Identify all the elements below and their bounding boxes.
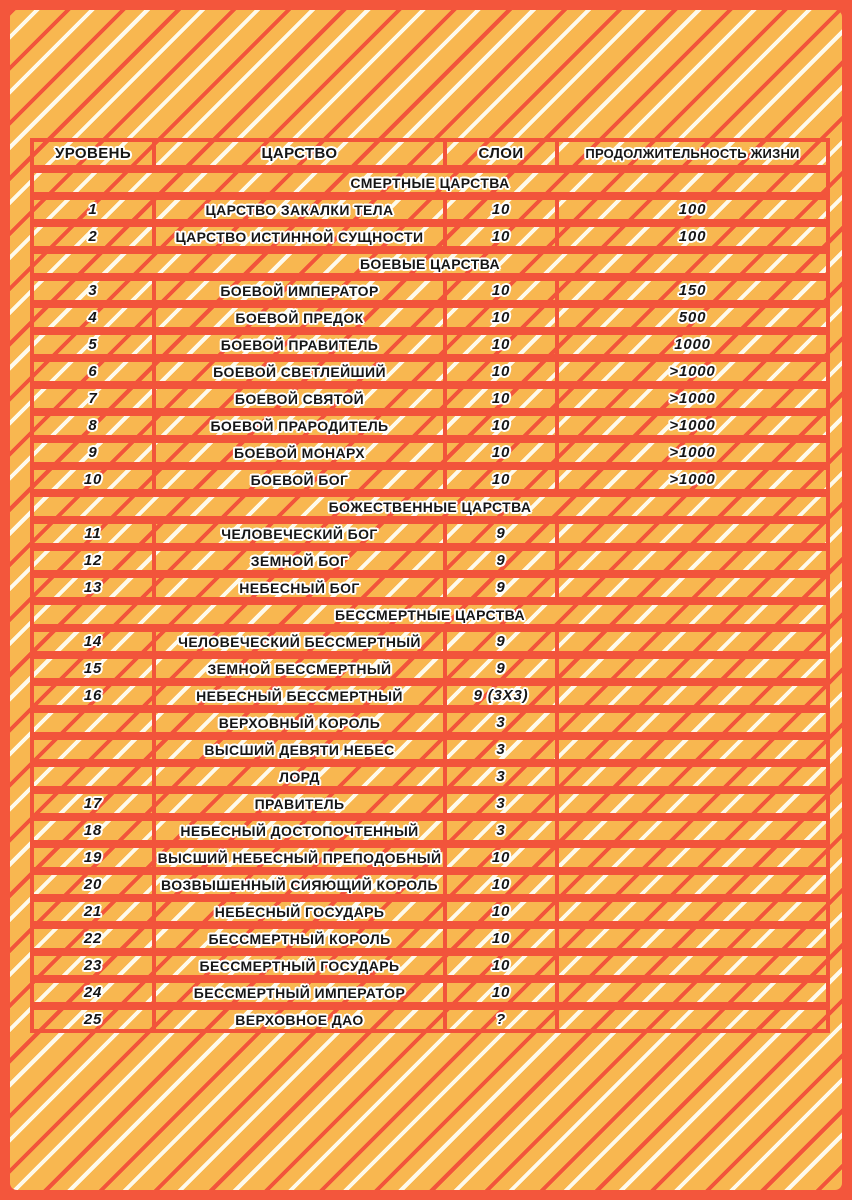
layers-cell (447, 362, 559, 381)
layers-value: 9 (496, 633, 506, 650)
lifespan-cell (559, 335, 826, 354)
level-cell (34, 524, 156, 543)
realm-cell (156, 713, 447, 732)
realm-cell (156, 227, 447, 246)
layers-value: 9 (496, 525, 506, 542)
section-title-cell (34, 173, 826, 192)
realm-name: ЗЕМНОЙ БОГ (250, 552, 349, 569)
layers-value: 10 (491, 336, 511, 353)
table-row (30, 871, 830, 898)
level-value: 20 (83, 876, 103, 893)
realm-name: ВЕРХОВНЫЙ КОРОЛЬ (218, 714, 381, 731)
level-value: 4 (88, 309, 98, 326)
layers-cell (447, 308, 559, 327)
level-cell (34, 632, 156, 651)
realm-cell (156, 767, 447, 786)
table-row (30, 304, 830, 331)
level-cell (34, 281, 156, 300)
level-cell (34, 227, 156, 246)
level-value: 18 (83, 822, 103, 839)
level-value: 13 (83, 579, 103, 596)
layers-value: 10 (491, 984, 511, 1001)
lifespan-cell (559, 713, 826, 732)
level-value: 24 (83, 984, 103, 1001)
layers-cell (447, 227, 559, 246)
section-row (30, 601, 830, 628)
lifespan-value: 100 (678, 228, 707, 245)
lifespan-cell (559, 470, 826, 489)
realm-cell (156, 1010, 447, 1029)
level-value: 17 (83, 795, 103, 812)
realm-name: БОЕВОЙ ПРАВИТЕЛЬ (220, 336, 379, 353)
layers-value: 10 (491, 363, 511, 380)
level-cell (34, 551, 156, 570)
level-value: 7 (88, 390, 98, 407)
layers-value: 10 (491, 849, 511, 866)
layers-value: 10 (491, 201, 511, 218)
header-cell-realm (156, 142, 447, 165)
level-value: 1 (88, 201, 98, 218)
lifespan-cell (559, 389, 826, 408)
level-cell (34, 416, 156, 435)
lifespan-cell (559, 740, 826, 759)
layers-value: 10 (491, 471, 511, 488)
realm-name: БОЕВОЙ СВЯТОЙ (234, 390, 365, 407)
layers-value: 10 (491, 309, 511, 326)
realm-name: ПРАВИТЕЛЬ (254, 795, 345, 812)
table-row (30, 196, 830, 223)
table-row (30, 628, 830, 655)
level-value: 14 (83, 633, 103, 650)
level-value: 9 (88, 444, 98, 461)
section-title: БЕССМЕРТНЫЕ ЦАРСТВА (335, 606, 525, 623)
layers-cell (447, 632, 559, 651)
table-row (30, 790, 830, 817)
level-value: 3 (88, 282, 98, 299)
layers-value: 10 (491, 903, 511, 920)
lifespan-cell (559, 983, 826, 1002)
layers-value: 3 (496, 822, 506, 839)
level-cell (34, 821, 156, 840)
realm-name: БОЕВОЙ ПРАРОДИТЕЛЬ (210, 417, 389, 434)
lifespan-value: >1000 (669, 444, 716, 461)
lifespan-cell (559, 200, 826, 219)
layers-value: 10 (491, 876, 511, 893)
lifespan-cell (559, 281, 826, 300)
section-title: БОЖЕСТВЕННЫЕ ЦАРСТВА (328, 498, 532, 515)
realm-name: ЛОРД (279, 768, 320, 785)
level-cell (34, 956, 156, 975)
layers-value: 9 (496, 552, 506, 569)
lifespan-cell (559, 578, 826, 597)
table-row (30, 709, 830, 736)
table-row (30, 952, 830, 979)
section-row (30, 169, 830, 196)
layers-cell (447, 740, 559, 759)
layers-cell (447, 713, 559, 732)
lifespan-value: 150 (678, 282, 707, 299)
level-value: 12 (83, 552, 103, 569)
lifespan-cell (559, 767, 826, 786)
level-cell (34, 470, 156, 489)
layers-value: 9 (3X3) (473, 687, 529, 704)
level-value: 11 (84, 525, 102, 542)
realm-cell (156, 578, 447, 597)
layers-cell (447, 281, 559, 300)
realm-cell (156, 686, 447, 705)
lifespan-cell (559, 1010, 826, 1029)
realm-name: ВЕРХОВНОЕ ДАО (235, 1011, 364, 1028)
level-cell (34, 902, 156, 921)
level-cell (34, 929, 156, 948)
table-row (30, 736, 830, 763)
level-cell (34, 794, 156, 813)
realm-name: БОЕВОЙ СВЕТЛЕЙШИЙ (213, 363, 386, 380)
realm-name: БОЕВОЙ ПРЕДОК (235, 309, 364, 326)
table-row (30, 817, 830, 844)
table-row (30, 223, 830, 250)
layers-value: 9 (496, 579, 506, 596)
striped-background (10, 10, 842, 1190)
lifespan-cell (559, 875, 826, 894)
table-row (30, 439, 830, 466)
lifespan-cell (559, 956, 826, 975)
lifespan-cell (559, 929, 826, 948)
lifespan-cell (559, 362, 826, 381)
level-value: 15 (83, 660, 103, 677)
layers-value: 3 (496, 714, 506, 731)
level-cell (34, 767, 156, 786)
table-row (30, 412, 830, 439)
table-row (30, 385, 830, 412)
level-cell (34, 686, 156, 705)
realm-name: ЦАРСТВО ИСТИННОЙ СУЩНОСТИ (175, 228, 424, 245)
realm-cell (156, 956, 447, 975)
lifespan-cell (559, 659, 826, 678)
realm-cell (156, 551, 447, 570)
level-value: 23 (83, 957, 103, 974)
level-value: 8 (88, 417, 98, 434)
layers-value: 10 (491, 417, 511, 434)
layers-cell (447, 875, 559, 894)
header-label-realm: ЦАРСТВО (261, 145, 338, 162)
level-cell (34, 362, 156, 381)
realm-name: БЕССМЕРТНЫЙ КОРОЛЬ (208, 930, 391, 947)
level-cell (34, 335, 156, 354)
layers-cell (447, 1010, 559, 1029)
realm-cell (156, 902, 447, 921)
table-row (30, 520, 830, 547)
realm-name: БОЕВОЙ БОГ (250, 471, 349, 488)
layers-value: 10 (491, 228, 511, 245)
table-row (30, 925, 830, 952)
layers-cell (447, 416, 559, 435)
level-cell (34, 1010, 156, 1029)
lifespan-cell (559, 308, 826, 327)
level-value: 10 (83, 471, 103, 488)
level-value: 5 (88, 336, 98, 353)
realm-cell (156, 632, 447, 651)
realm-name: НЕБЕСНЫЙ БЕССМЕРТНЫЙ (196, 687, 403, 704)
level-cell (34, 713, 156, 732)
header-cell-level (34, 142, 156, 165)
lifespan-value: >1000 (669, 471, 716, 488)
section-row (30, 493, 830, 520)
table-row (30, 547, 830, 574)
layers-cell (447, 389, 559, 408)
level-value: 21 (83, 903, 103, 920)
lifespan-cell (559, 632, 826, 651)
layers-cell (447, 848, 559, 867)
table-row (30, 844, 830, 871)
header-label-level: УРОВЕНЬ (54, 145, 132, 162)
layers-cell (447, 686, 559, 705)
layers-cell (447, 767, 559, 786)
lifespan-cell (559, 227, 826, 246)
realm-cell (156, 740, 447, 759)
realm-name: ЧЕЛОВЕЧЕСКИЙ БЕССМЕРТНЫЙ (178, 633, 421, 650)
lifespan-cell (559, 794, 826, 813)
layers-cell (447, 551, 559, 570)
realm-cell (156, 524, 447, 543)
table-row (30, 682, 830, 709)
layers-cell (447, 929, 559, 948)
realm-name: ВЫСШИЙ НЕБЕСНЫЙ ПРЕПОДОБНЫЙ (157, 849, 442, 866)
lifespan-value: >1000 (669, 363, 716, 380)
level-value: 25 (83, 1011, 103, 1028)
level-cell (34, 389, 156, 408)
table-row (30, 979, 830, 1006)
lifespan-value: >1000 (669, 390, 716, 407)
realm-cell (156, 929, 447, 948)
layers-cell (447, 335, 559, 354)
level-cell (34, 983, 156, 1002)
lifespan-cell (559, 821, 826, 840)
table-row (30, 1006, 830, 1033)
section-title-cell (34, 254, 826, 273)
realm-name: НЕБЕСНЫЙ БОГ (239, 579, 360, 596)
layers-cell (447, 794, 559, 813)
layers-value: 10 (491, 444, 511, 461)
cultivation-table (30, 138, 830, 1033)
layers-value: 10 (491, 930, 511, 947)
realm-cell (156, 794, 447, 813)
level-value: 19 (83, 849, 103, 866)
level-cell (34, 578, 156, 597)
level-value: 6 (88, 363, 98, 380)
layers-value: 10 (491, 390, 511, 407)
section-title-cell (34, 605, 826, 624)
level-value: 22 (83, 930, 103, 947)
layers-cell (447, 200, 559, 219)
table-row (30, 574, 830, 601)
table-row (30, 898, 830, 925)
realm-name: ЦАРСТВО ЗАКАЛКИ ТЕЛА (205, 201, 394, 218)
level-cell (34, 443, 156, 462)
realm-name: БЕССМЕРТНЫЙ ИМПЕРАТОР (193, 984, 406, 1001)
lifespan-cell (559, 524, 826, 543)
lifespan-value: 100 (678, 201, 707, 218)
lifespan-value: 1000 (674, 336, 711, 353)
layers-value: ? (496, 1011, 506, 1028)
table-row (30, 358, 830, 385)
realm-name: ВЫСШИЙ ДЕВЯТИ НЕБЕС (204, 741, 395, 758)
realm-name: НЕБЕСНЫЙ ДОСТОПОЧТЕННЫЙ (180, 822, 419, 839)
lifespan-cell (559, 902, 826, 921)
lifespan-cell (559, 686, 826, 705)
table-header-row (30, 138, 830, 169)
layers-cell (447, 902, 559, 921)
realm-cell (156, 821, 447, 840)
realm-cell (156, 848, 447, 867)
realm-cell (156, 470, 447, 489)
header-label-lifespan: ПРОДОЛЖИТЕЛЬНОСТЬ ЖИЗНИ (585, 146, 800, 161)
layers-cell (447, 443, 559, 462)
layers-value: 10 (491, 957, 511, 974)
layers-value: 10 (491, 282, 511, 299)
level-cell (34, 200, 156, 219)
realm-cell (156, 659, 447, 678)
realm-cell (156, 362, 447, 381)
layers-cell (447, 524, 559, 543)
level-cell (34, 848, 156, 867)
layers-cell (447, 821, 559, 840)
realm-cell (156, 200, 447, 219)
layers-value: 3 (496, 795, 506, 812)
lifespan-cell (559, 551, 826, 570)
table-row (30, 655, 830, 682)
realm-name: БОЕВОЙ МОНАРХ (233, 444, 365, 461)
realm-name: НЕБЕСНЫЙ ГОСУДАРЬ (214, 903, 385, 920)
lifespan-value: >1000 (669, 417, 716, 434)
lifespan-cell (559, 848, 826, 867)
realm-cell (156, 308, 447, 327)
lifespan-cell (559, 416, 826, 435)
level-cell (34, 659, 156, 678)
table-row (30, 331, 830, 358)
table-row (30, 277, 830, 304)
level-cell (34, 740, 156, 759)
section-row (30, 250, 830, 277)
header-cell-layers (447, 142, 559, 165)
layers-cell (447, 956, 559, 975)
realm-name: ВОЗВЫШЕННЫЙ СИЯЮЩИЙ КОРОЛЬ (161, 876, 438, 893)
section-title-cell (34, 497, 826, 516)
layers-cell (447, 983, 559, 1002)
realm-cell (156, 389, 447, 408)
realm-cell (156, 875, 447, 894)
level-cell (34, 308, 156, 327)
realm-name: БЕССМЕРТНЫЙ ГОСУДАРЬ (199, 957, 400, 974)
lifespan-cell (559, 443, 826, 462)
layers-cell (447, 470, 559, 489)
table-row (30, 763, 830, 790)
level-value: 16 (83, 687, 103, 704)
layers-cell (447, 578, 559, 597)
level-cell (34, 875, 156, 894)
layers-value: 3 (496, 741, 506, 758)
realm-name: ЗЕМНОЙ БЕССМЕРТНЫЙ (207, 660, 392, 677)
table-row (30, 466, 830, 493)
realm-cell (156, 416, 447, 435)
lifespan-value: 500 (678, 309, 707, 326)
layers-value: 9 (496, 660, 506, 677)
section-title: БОЕВЫЕ ЦАРСТВА (359, 255, 501, 272)
realm-cell (156, 335, 447, 354)
header-cell-lifespan (559, 142, 826, 165)
layers-value: 3 (496, 768, 506, 785)
realm-name: ЧЕЛОВЕЧЕСКИЙ БОГ (221, 525, 378, 542)
level-value: 2 (88, 228, 98, 245)
realm-cell (156, 983, 447, 1002)
section-title: СМЕРТНЫЕ ЦАРСТВА (350, 174, 510, 191)
realm-cell (156, 443, 447, 462)
header-label-layers: СЛОИ (478, 145, 524, 162)
realm-cell (156, 281, 447, 300)
realm-name: БОЕВОЙ ИМПЕРАТОР (220, 282, 379, 299)
layers-cell (447, 659, 559, 678)
